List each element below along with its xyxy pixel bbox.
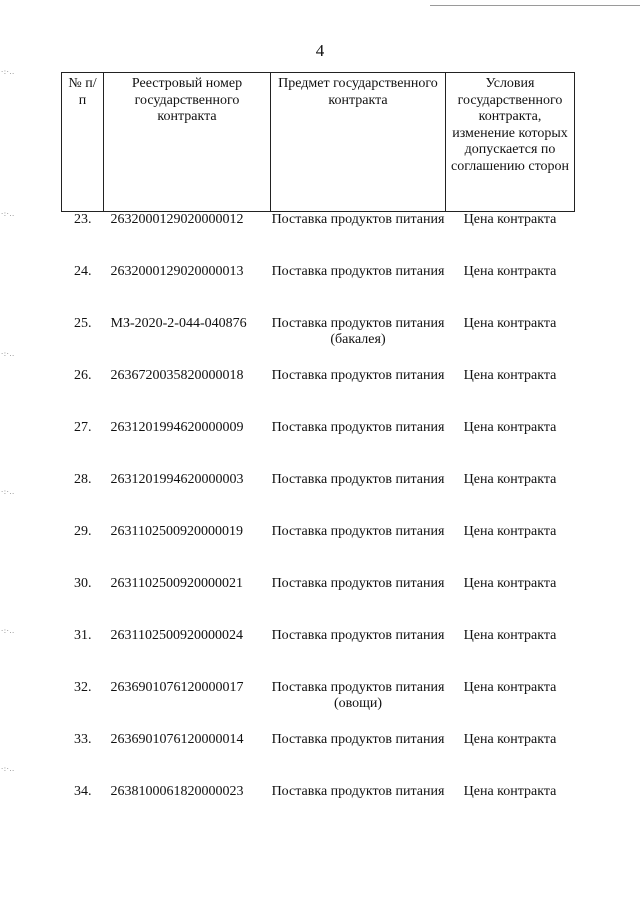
registry-number-cell: 2631102500920000021 bbox=[110, 575, 243, 591]
page-number: 4 bbox=[315, 41, 325, 60]
registry-number-cell: 2631102500920000024 bbox=[110, 627, 243, 643]
row-number-cell: 26. bbox=[74, 367, 92, 383]
contract-condition-cell: Цена контракта bbox=[463, 367, 557, 383]
header-contract-subject: Предмет государственного контракта bbox=[271, 73, 446, 212]
contract-condition-cell: Цена контракта bbox=[463, 471, 557, 487]
contract-subject-cell: Поставка продуктов питания bbox=[271, 523, 445, 539]
scan-mark: ·:·.. bbox=[1, 765, 15, 773]
scan-mark: ·:·.. bbox=[1, 68, 15, 76]
contract-condition-cell: Цена контракта bbox=[463, 783, 557, 799]
contract-condition-cell: Цена контракта bbox=[463, 523, 557, 539]
row-number-cell: 25. bbox=[74, 315, 92, 331]
table-row bbox=[62, 576, 575, 628]
contract-condition-cell: Цена контракта bbox=[463, 575, 557, 591]
contract-subject-cell: Поставка продуктов питания bbox=[271, 212, 445, 227]
registry-number-cell: 2638100061820000023 bbox=[110, 783, 244, 799]
table-body bbox=[62, 212, 575, 836]
contract-subject-cell: Поставка продуктов питания bbox=[271, 731, 445, 747]
table-header-row bbox=[62, 73, 575, 212]
contract-condition-cell: Цена контракта bbox=[463, 315, 557, 331]
registry-number-cell: МЗ-2020-2-044-040876 bbox=[110, 315, 247, 331]
contract-subject-cell: Поставка продуктов питания (бакалея) bbox=[271, 315, 445, 348]
contract-condition-cell: Цена контракта bbox=[463, 212, 557, 227]
table-row bbox=[62, 524, 575, 576]
contract-condition-cell: Цена контракта bbox=[463, 627, 557, 643]
row-number-cell: 32. bbox=[74, 679, 92, 695]
contract-subject-cell: Поставка продуктов питания bbox=[271, 367, 445, 383]
table-row bbox=[62, 264, 575, 316]
contract-condition-cell: Цена контракта bbox=[463, 419, 557, 435]
registry-number-cell: 2636901076120000017 bbox=[110, 679, 244, 695]
registry-number-cell: 2632000129020000012 bbox=[110, 212, 244, 227]
row-number-cell: 29. bbox=[74, 523, 92, 539]
top-rule bbox=[430, 5, 640, 6]
registry-number-cell: 2631201994620000003 bbox=[110, 471, 244, 487]
contract-subject-cell: Поставка продуктов питания bbox=[271, 419, 445, 435]
registry-number-cell: 2632000129020000013 bbox=[110, 263, 244, 279]
scan-mark: ·:·.. bbox=[1, 488, 15, 496]
scan-mark: ·:·.. bbox=[1, 210, 15, 218]
contract-condition-cell: Цена контракта bbox=[463, 263, 557, 279]
contract-subject-cell: Поставка продуктов питания bbox=[271, 627, 445, 643]
registry-number-cell: 2636901076120000014 bbox=[110, 731, 244, 747]
table-row bbox=[62, 784, 575, 836]
table-row bbox=[62, 732, 575, 784]
contract-subject-cell: Поставка продуктов питания bbox=[271, 263, 445, 279]
header-contract-conditions: Условия государственного контракта, изменение которых допускается по соглашению сторон bbox=[446, 73, 575, 212]
table-row bbox=[62, 680, 575, 732]
registry-number-cell: 2631102500920000019 bbox=[110, 523, 243, 539]
row-number-cell: 30. bbox=[74, 575, 92, 591]
row-number-cell: 28. bbox=[74, 471, 92, 487]
contract-subject-cell: Поставка продуктов питания bbox=[271, 471, 445, 487]
header-registry-number: Реестровый номер государственного контракта bbox=[104, 73, 271, 212]
contract-condition-cell: Цена контракта bbox=[463, 731, 557, 747]
contract-condition-cell: Цена контракта bbox=[463, 679, 557, 695]
row-number-cell: 27. bbox=[74, 419, 92, 435]
table-row bbox=[62, 628, 575, 680]
table-row bbox=[62, 368, 575, 420]
row-number-cell: 23. bbox=[74, 212, 92, 227]
row-number-cell: 33. bbox=[74, 731, 92, 747]
table-row bbox=[62, 212, 575, 264]
row-number-cell: 31. bbox=[74, 627, 92, 643]
registry-number-cell: 2636720035820000018 bbox=[110, 367, 244, 383]
row-number-cell: 34. bbox=[74, 783, 92, 799]
table-row bbox=[62, 472, 575, 524]
contract-subject-cell: Поставка продуктов питания bbox=[271, 783, 445, 799]
contract-subject-cell: Поставка продуктов питания bbox=[271, 575, 445, 591]
table-row bbox=[62, 316, 575, 368]
contract-subject-cell: Поставка продуктов питания (овощи) bbox=[271, 679, 445, 712]
contracts-table bbox=[61, 72, 575, 836]
scan-mark: ·:·.. bbox=[1, 627, 15, 635]
row-number-cell: 24. bbox=[74, 263, 92, 279]
table-row bbox=[62, 420, 575, 472]
scan-mark: ·:·.. bbox=[1, 350, 15, 358]
registry-number-cell: 2631201994620000009 bbox=[110, 419, 244, 435]
header-num: № п/п bbox=[62, 73, 104, 212]
